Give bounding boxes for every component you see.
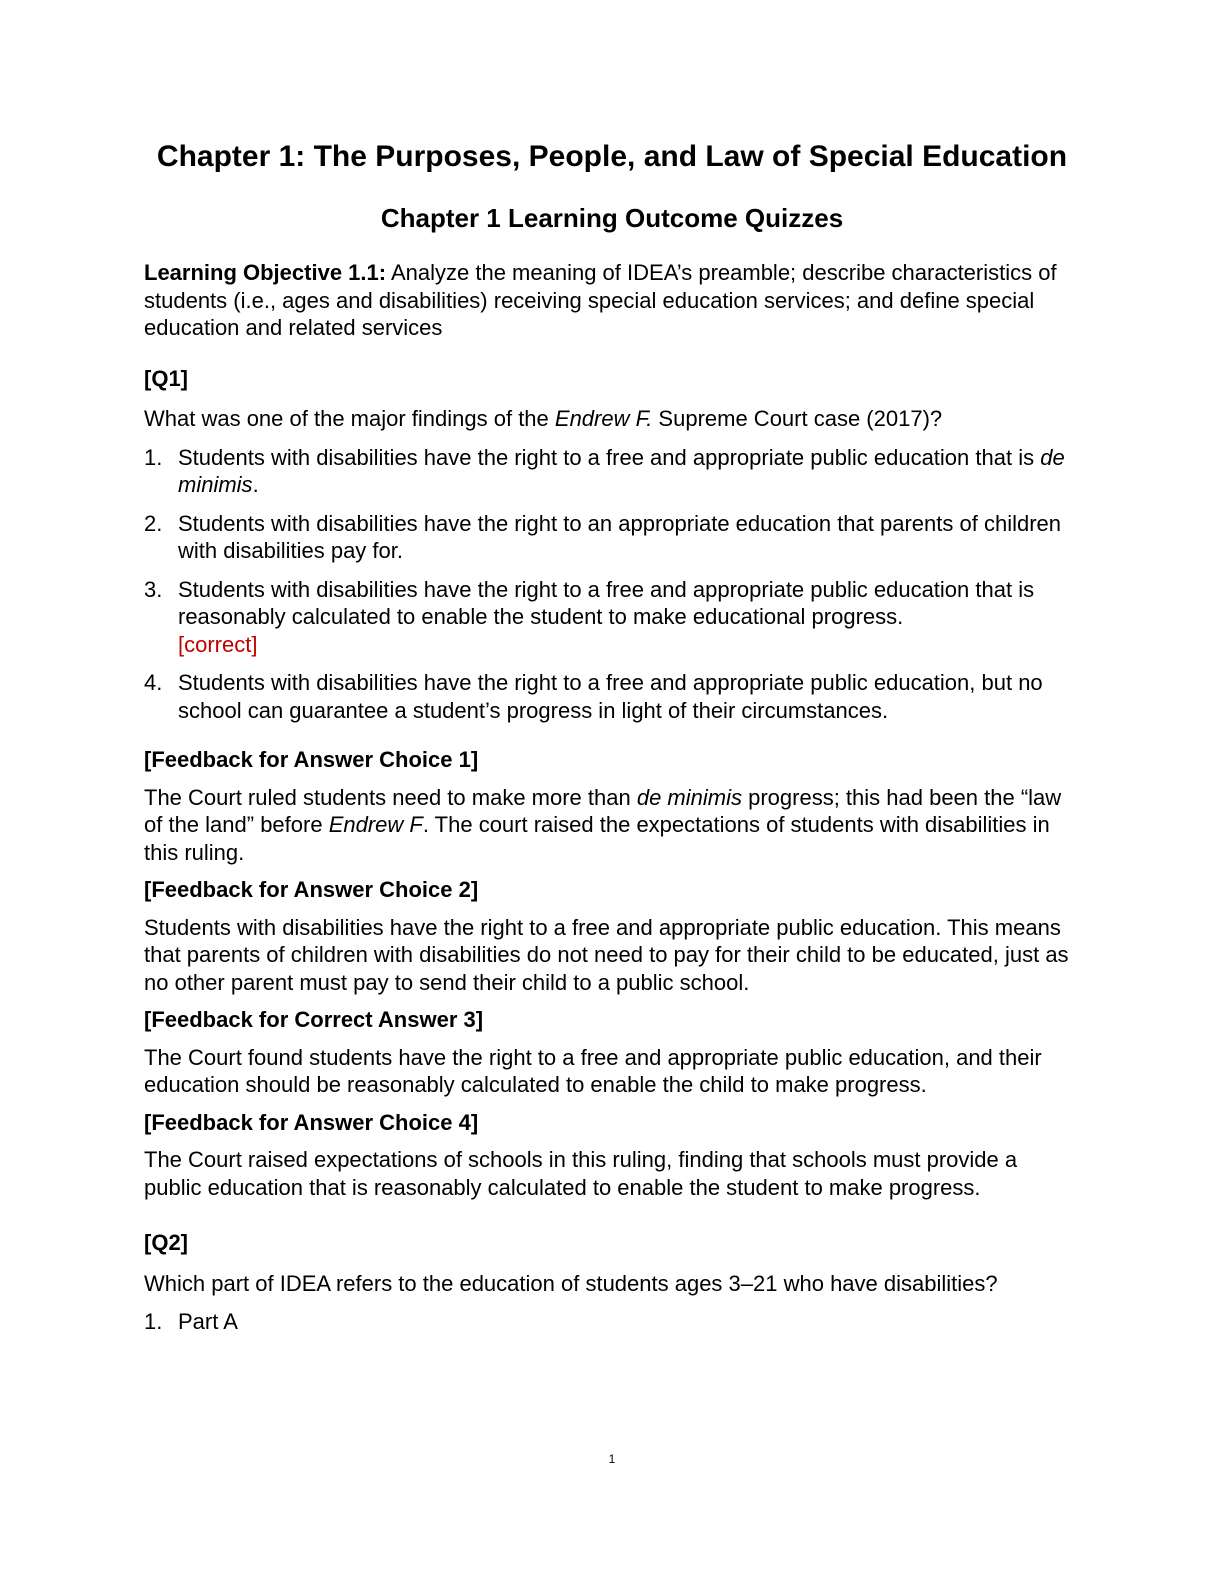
feedback-1-part1: The Court ruled students need to make more than xyxy=(144,784,637,810)
choice-text: Students with disabilities have the right to a free and appropriate public education, but no school can guarantee a student’s progress in light of their circumstances. xyxy=(178,670,1043,723)
choice-number: 1. xyxy=(144,444,163,470)
correct-marker: [correct] xyxy=(178,631,258,657)
choice-text: Students with disabilities have the right to a free and appropriate public education that is reasonably calculated to enable the student to make educational progress. xyxy=(178,576,1035,629)
feedback-4-text: The Court raised expectations of schools in this ruling, finding that schools must provide a public education that is reasonably calculated to enable the student to make progress. xyxy=(144,1147,1018,1200)
question-1-text xyxy=(144,405,1080,433)
feedback-1-part2: progress; this had been the “law of the land” before xyxy=(144,784,1062,837)
page-number: 1 xyxy=(608,1452,616,1466)
answer-choice-3 xyxy=(144,576,1080,659)
choice-text: Students with disabilities have the right to a free and appropriate public education that is xyxy=(178,444,1041,470)
choice-number: 1. xyxy=(144,1309,163,1334)
page-content xyxy=(144,138,1080,1347)
question-1-label: [Q1] xyxy=(144,365,188,391)
feedback-1-part3: . The court raised the expectations of students with disabilities in this ruling. xyxy=(144,812,1050,865)
feedback-1-italic2: Endrew F xyxy=(328,812,423,837)
learning-objective-label: Learning Objective 1.1: xyxy=(144,260,387,285)
question-1-case-name: Endrew F. xyxy=(554,406,653,431)
feedback-2-label: [Feedback for Answer Choice 2] xyxy=(144,877,479,902)
choice-italic-term: de minimis xyxy=(178,444,1065,497)
choice-text: Part A xyxy=(178,1309,238,1334)
feedback-3-label: [Feedback for Correct Answer 3] xyxy=(144,1007,484,1032)
feedback-1-label: [Feedback for Answer Choice 1] xyxy=(144,747,479,772)
feedback-4-label: [Feedback for Answer Choice 4] xyxy=(144,1109,479,1135)
question-2-text: Which part of IDEA refers to the education of students ages 3–21 who have disabilities? xyxy=(144,1270,998,1296)
answer-choice-2 xyxy=(144,510,1080,565)
choice-number: 2. xyxy=(144,510,163,536)
section-subtitle: Chapter 1 Learning Outcome Quizzes xyxy=(380,203,844,233)
choice-text-end: . xyxy=(252,472,259,497)
feedback-1-text xyxy=(144,784,1080,867)
question-1-text-pre: What was one of the major findings of the xyxy=(144,406,555,431)
answer-choice-1 xyxy=(144,1308,1080,1336)
question-1-choices xyxy=(144,444,1080,725)
choice-number: 4. xyxy=(144,670,163,695)
chapter-title: Chapter 1: The Purposes, People, and Law of Special Education xyxy=(156,140,1068,173)
feedback-1-italic1: de minimis xyxy=(636,784,742,810)
feedback-2-text: Students with disabilities have the right to a free and appropriate public education. This means that parents of children with disabilities do not need to pay for their child to be educated, just as no other parent must pay to send their child to a public school. xyxy=(144,914,1069,995)
answer-choice-1 xyxy=(144,444,1080,499)
choice-number: 3. xyxy=(144,576,163,602)
question-2-choices xyxy=(144,1308,1080,1336)
question-2-label: [Q2] xyxy=(144,1230,188,1255)
answer-choice-4 xyxy=(144,669,1080,724)
learning-objective-text: Analyze the meaning of IDEA’s preamble; describe characteristics of students (i.e., ages and disabilities) receiving special education services; and define special education and related services xyxy=(144,260,1057,340)
feedback-3-text: The Court found students have the right to a free and appropriate public education, and their education should be reasonably calculated to enable the child to make progress. xyxy=(144,1044,1042,1097)
choice-text: Students with disabilities have the right to an appropriate education that parents of children with disabilities pay for. xyxy=(178,510,1061,563)
question-1-text-post: Supreme Court case (2017)? xyxy=(652,406,943,431)
learning-objective xyxy=(144,259,1080,342)
